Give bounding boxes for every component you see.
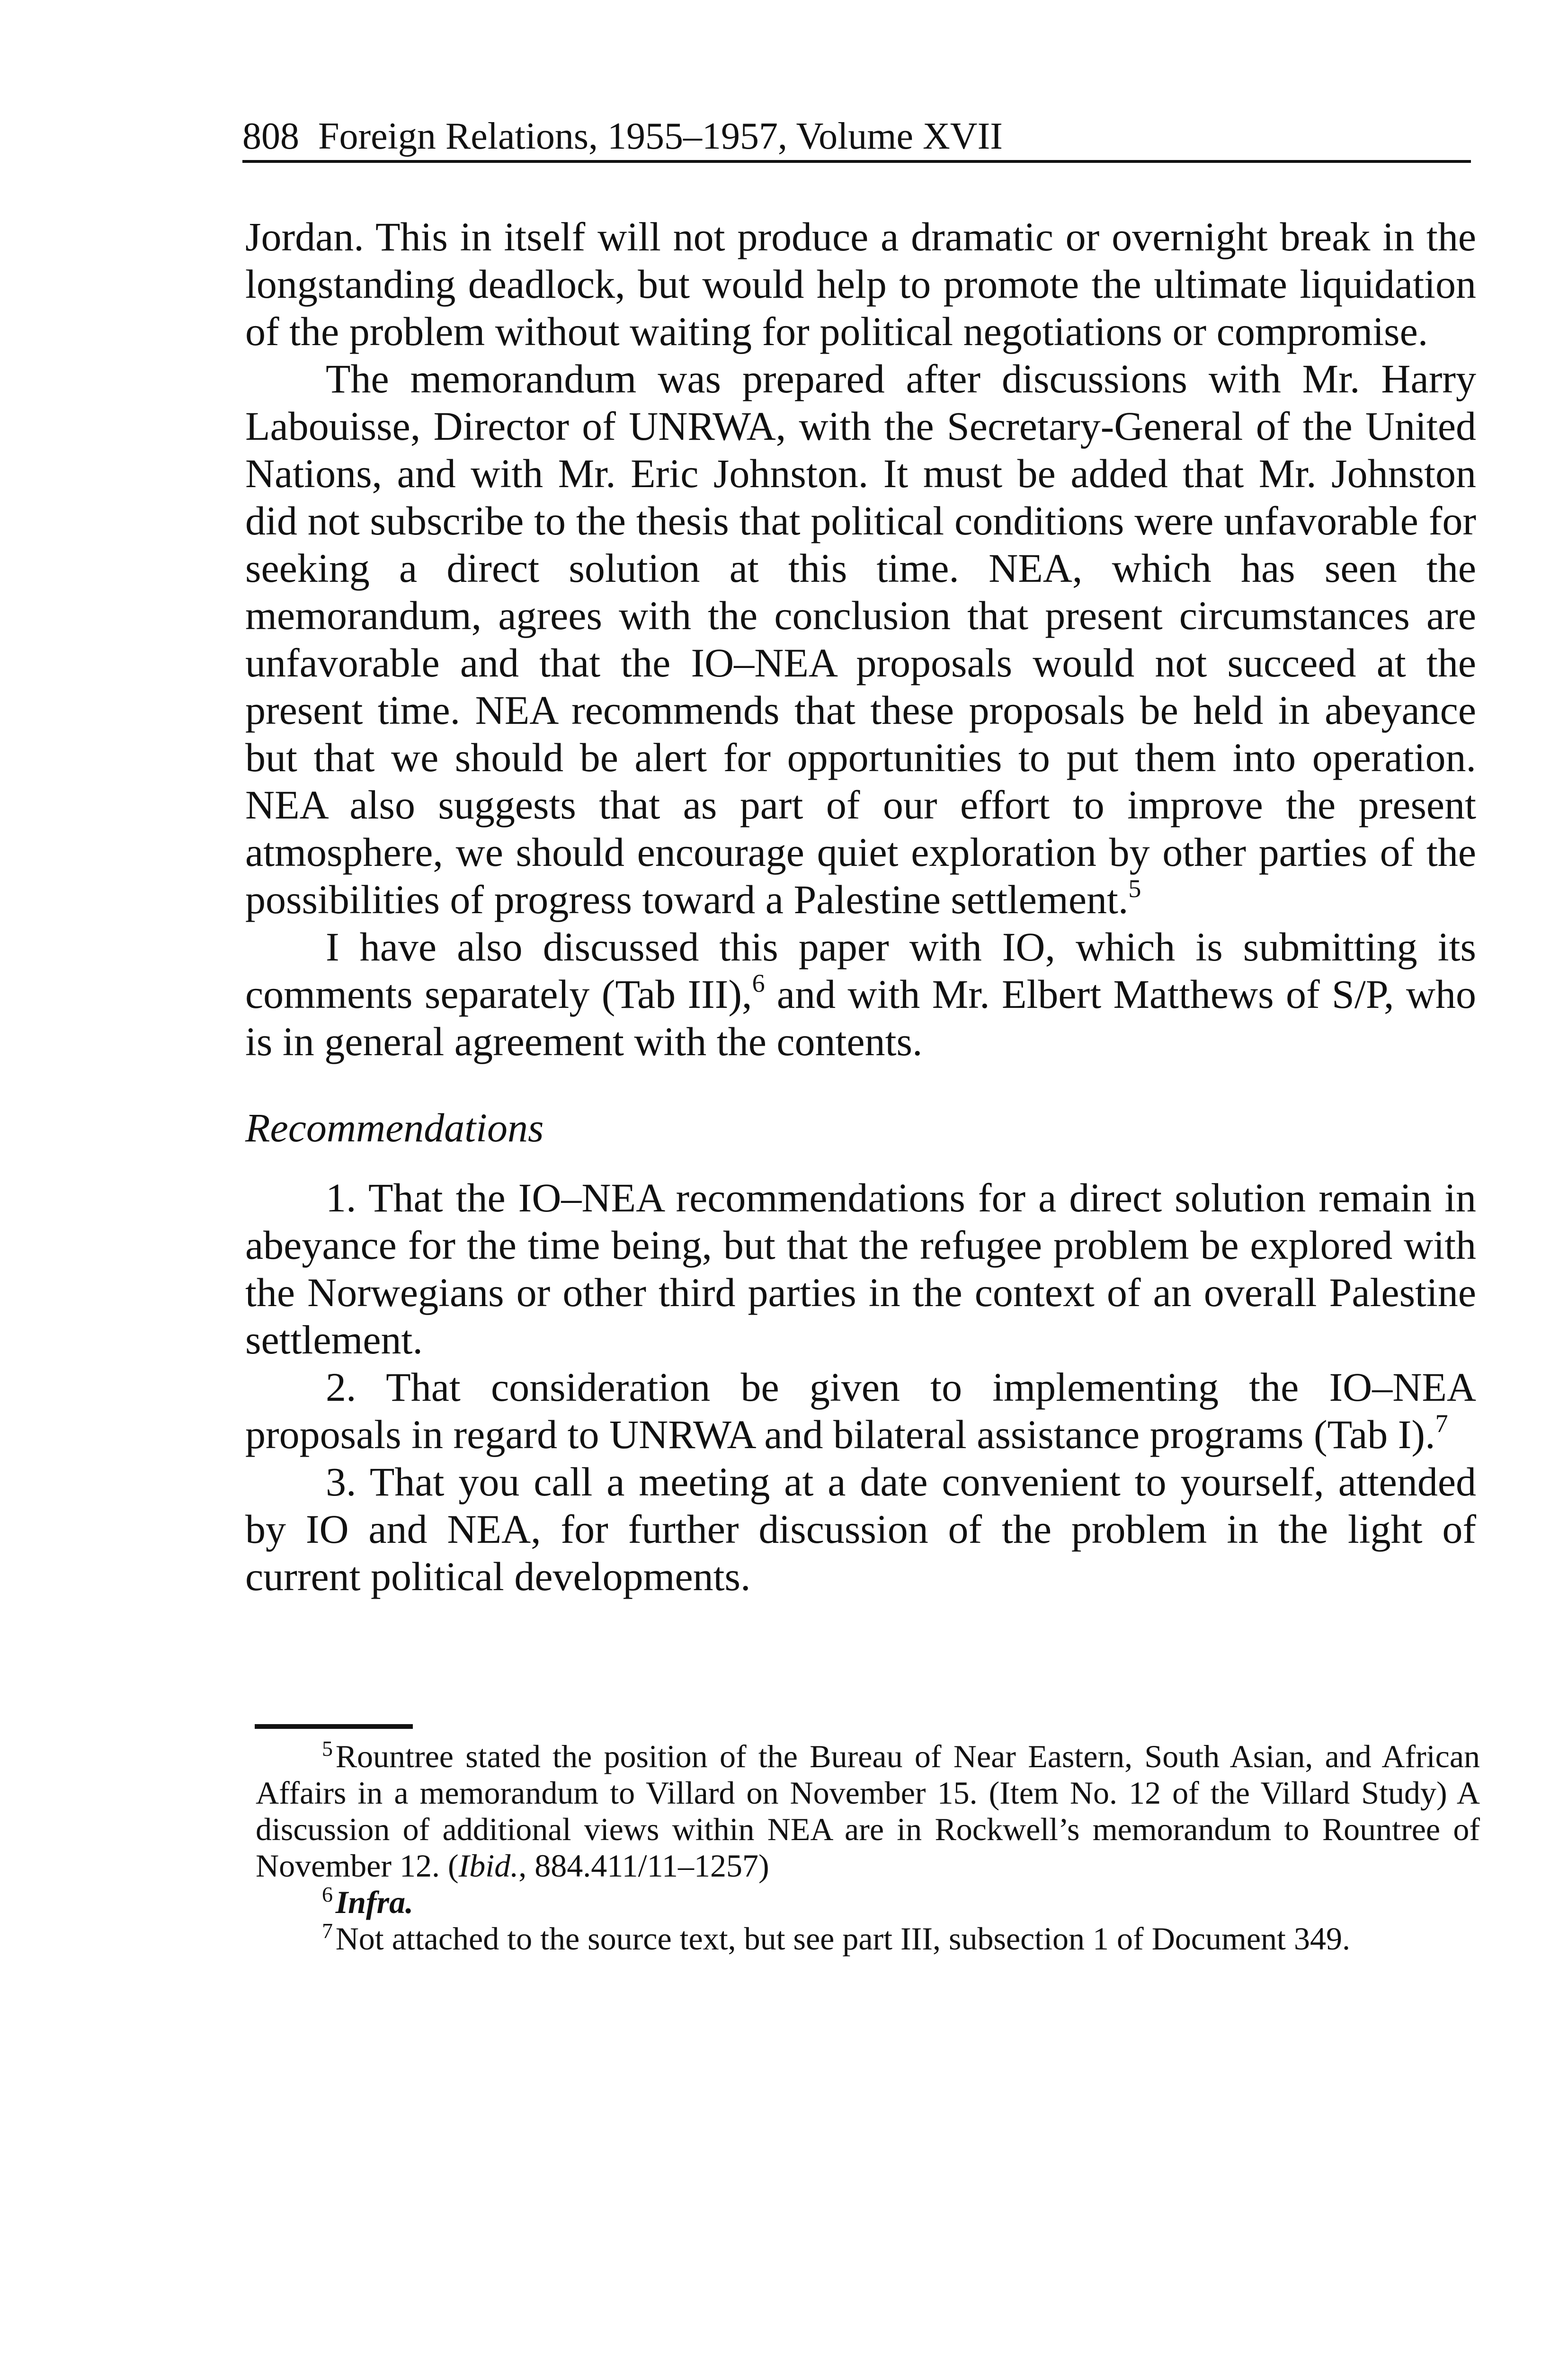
footnote-text: Not attached to the source text, but see part III, subsection 1 of Document 349. [335,1921,1350,1957]
footnote-mark: 5 [322,1736,333,1761]
body-text [245,213,1476,1600]
footnote-mark: 7 [322,1919,333,1943]
paragraph-continued: Jordan. This in itself will not produce a dramatic or overnight break in the longstanding deadlock, but would help to promote the ultimate liquidation of the problem without waiting for political negotiations or compromise. [245,214,1476,354]
footnote-text: , 884.411/11–1257) [518,1848,769,1884]
header-rule [242,160,1471,163]
footnote-ref: 7 [1435,1409,1448,1438]
footnote-5 [256,1738,1480,1884]
footnote-ref: 5 [1128,874,1141,903]
volume-title: Foreign Relations, 1955–1957, Volume XVII [318,116,1003,157]
footnote-mark: 6 [322,1882,333,1906]
footnote-text: Rountree stated the position of the Bureau of Near Eastern, South Asian, and African Affairs in a memorandum to Villard on November 15. (Item No. 12 of the Villard Study) A discussion of additional views within NEA are in Rockwell’s memorandum to Rountree of November 12. ( [256,1738,1480,1884]
footnote-text: Infra. [335,1884,414,1920]
paragraph-text: and with Mr. Elbert Matthews of S/P, who is in general agreement with the contents. [245,971,1476,1064]
footnote-7 [256,1921,1480,1957]
recommendation-item [245,1363,1476,1458]
running-header [242,113,1471,160]
footnote-rule [255,1724,413,1729]
footnotes [256,1738,1480,1957]
footnote-6 [256,1884,1480,1921]
recommendation-text: 2. That consideration be given to implementing the IO–NEA proposals in regard to UNRWA and bilateral assistance programs (Tab I). [245,1364,1476,1457]
recommendation-item: 3. That you call a meeting at a date convenient to yourself, attended by IO and NEA, for further discussion of the problem in the light of current political developments. [245,1459,1476,1599]
page-number: 808 [242,116,299,157]
paragraph-text: I have also discussed this paper with IO, which is submitting its comments separately (Tab III), [245,924,1476,1017]
recommendations-heading: Recommendations [245,1105,544,1150]
paragraph-memorandum [245,355,1476,923]
recommendation-item: 1. That the IO–NEA recommendations for a direct solution remain in abeyance for the time being, but that the refugee problem be explored with the Norwegians or other third parties in the context of an overall Palestine settlement. [245,1175,1476,1362]
footnote-ibid: Ibid. [458,1848,519,1884]
paragraph-text: The memorandum was prepared after discussions with Mr. Harry Labouisse, Director of UNRWA, with the Secretary-General of the United Nations, and with Mr. Eric Johnston. It must be added that Mr. Johnston did not subscribe to the thesis that political conditions were unfavorable for seeking a direct solution at this time. NEA, which has seen the memorandum, agrees with the conclusion that present circumstances are unfavorable and that the IO–NEA proposals would not succeed at the present time. NEA recommends that these proposals be held in abeyance but that we should be alert for opportunities to put them into operation. NEA also suggests that as part of our effort to improve the present atmosphere, we should encourage quiet exploration by other parties of the possibilities of progress toward a Palestine settlement. [245,356,1476,922]
paragraph-discussion [245,923,1476,1065]
footnote-ref: 6 [752,969,765,997]
